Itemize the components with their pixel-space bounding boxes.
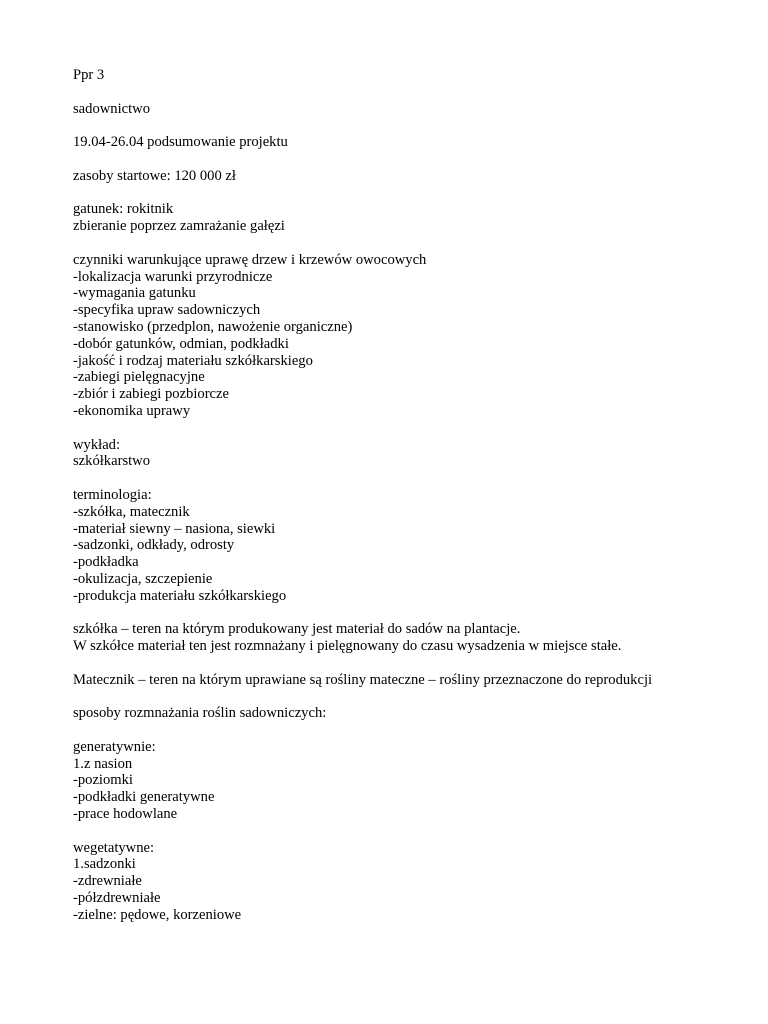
- text-line: Matecznik – teren na którym uprawiane są rośliny mateczne – rośliny przeznaczone do reprodukcji: [73, 671, 653, 688]
- text-line: 1.sadzonki: [73, 856, 136, 873]
- text-line: generatywnie:: [73, 738, 156, 755]
- text-line: terminologia:: [73, 486, 152, 503]
- text-line: -okulizacja, szczepienie: [73, 570, 213, 587]
- text-line: -sadzonki, odkłady, odrosty: [73, 537, 235, 554]
- text-line: -produkcja materiału szkółkarskiego: [73, 587, 287, 604]
- paragraph: [73, 101, 733, 118]
- text-line: -zdrewniałe: [73, 873, 142, 890]
- paragraph: [73, 252, 733, 420]
- text-line: -lokalizacja warunki przyrodnicze: [73, 268, 273, 285]
- text-line: wegetatywne:: [73, 839, 155, 856]
- paragraph: [73, 201, 733, 235]
- text-line: Ppr 3: [73, 67, 105, 83]
- text-line: W szkółce materiał ten jest rozmnażany i pielęgnowany do czasu wysadzenia w miejsce stałe.: [73, 638, 622, 655]
- text-line: 1.z nasion: [73, 755, 133, 772]
- text-line: sposoby rozmnażania roślin sadowniczych:: [73, 705, 327, 722]
- paragraph: [73, 705, 733, 722]
- text-line: szkółka – teren na którym produkowany jest materiał do sadów na plantacje.: [73, 621, 521, 638]
- text-line: -stanowisko (przedplon, nawożenie organiczne): [73, 318, 353, 335]
- paragraph: [73, 672, 733, 689]
- text-line: -specyfika upraw sadowniczych: [73, 302, 261, 319]
- text-line: wykład:: [73, 436, 121, 453]
- text-line: -dobór gatunków, odmian, podkładki: [73, 335, 289, 352]
- text-line: -podkładka: [73, 554, 139, 571]
- paragraph: [73, 739, 733, 823]
- paragraph: [73, 840, 733, 924]
- text-line: -zabiegi pielęgnacyjne: [73, 369, 205, 386]
- paragraph: [73, 67, 733, 84]
- text-line: 19.04-26.04 podsumowanie projektu: [73, 134, 288, 151]
- text-line: -zielne: pędowe, korzeniowe: [73, 906, 242, 923]
- text-line: -podkładki generatywne: [73, 789, 215, 806]
- text-line: zasoby startowe: 120 000 zł: [73, 167, 236, 184]
- paragraph: [73, 134, 733, 151]
- text-line: -materiał siewny – nasiona, siewki: [73, 520, 276, 537]
- text-line: -poziomki: [73, 772, 133, 789]
- text-line: -jakość i rodzaj materiału szkółkarskiego: [73, 352, 313, 369]
- paragraph: [73, 437, 733, 471]
- text-line: -ekonomika uprawy: [73, 402, 191, 419]
- text-line: zbieranie poprzez zamrażanie gałęzi: [73, 218, 285, 235]
- text-line: -prace hodowlane: [73, 806, 178, 823]
- text-line: -półzdrewniałe: [73, 890, 161, 907]
- text-line: -zbiór i zabiegi pozbiorcze: [73, 386, 229, 403]
- paragraph: [73, 487, 733, 605]
- text-line: gatunek: rokitnik: [73, 201, 174, 218]
- text-line: -szkółka, matecznik: [73, 503, 190, 520]
- paragraph: [73, 621, 733, 655]
- text-line: -wymagania gatunku: [73, 285, 196, 302]
- document-text: [73, 67, 733, 940]
- paragraph: [73, 168, 733, 185]
- text-line: szkółkarstwo: [73, 453, 151, 470]
- text-line: sadownictwo: [73, 100, 151, 117]
- text-line: czynniki warunkujące uprawę drzew i krzewów owocowych: [73, 251, 427, 268]
